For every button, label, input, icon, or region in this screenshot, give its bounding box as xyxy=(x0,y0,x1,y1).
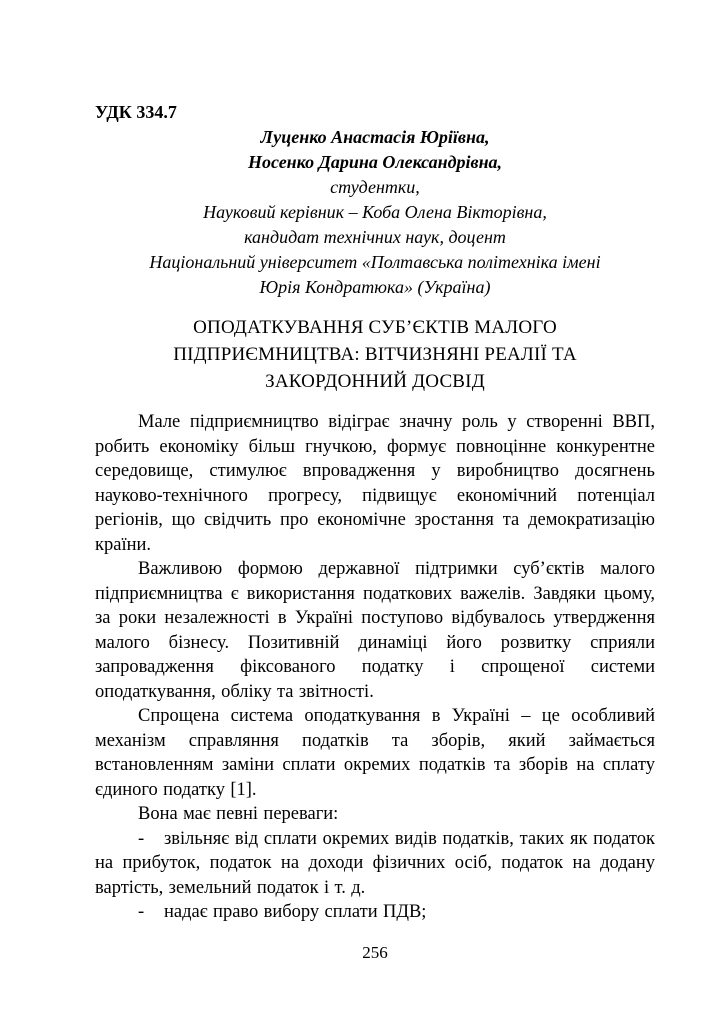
page-number: 256 xyxy=(362,943,388,962)
article-title-line-2: ПІДПРИЄМНИЦТВА: ВІТЧИЗНЯНІ РЕАЛІЇ ТА xyxy=(173,344,577,365)
paragraph-simplified-system: Спрощена система оподаткування в Україні – це особливий механізм справляння податків та зборів, який займається встановленням заміни сплати окремих податків та зборів на сплату єдиного податку [1]. xyxy=(95,706,655,800)
author-block xyxy=(95,125,655,300)
article-title-line-3: ЗАКОРДОННИЙ ДОСВІД xyxy=(265,371,485,392)
article-title xyxy=(95,314,655,395)
list-item-tax-exemption xyxy=(95,827,655,901)
author-line-1: Луценко Анастасія Юріївна, xyxy=(260,127,490,147)
dash-marker: - xyxy=(138,902,145,922)
article-title-line-1: ОПОДАТКУВАННЯ СУБ’ЄКТІВ МАЛОГО xyxy=(193,317,557,338)
list-item-text: звільняє від сплати окремих видів податків, таких як податок на прибуток, податок на доходи фізичних осіб, податок на додану вартість, земельний податок і т. д. xyxy=(95,828,655,898)
dash-marker: - xyxy=(138,828,145,849)
paragraph-intro: Мале підприємництво відіграє значну роль у створенні ВВП, робить економіку більш гнучкою, формує повноцінне конкурентне середовище, стимулює впровадження у виробництво досягнень науково-технічного прогресу, підвищує економічний потенціал регіонів, що свідчить про економічне зростання та демократизацію країни. xyxy=(95,412,655,555)
list-item-vat-choice xyxy=(95,900,655,925)
udc-code: УДК 334.7 xyxy=(95,102,177,122)
supervisor-degree-line: кандидат технічних наук, доцент xyxy=(244,227,506,247)
page-content xyxy=(95,100,655,925)
paragraph-advantages-lead: Вона має певні переваги: xyxy=(138,804,339,824)
supervisor-line: Науковий керівник – Коба Олена Вікторівна, xyxy=(203,202,547,222)
paragraph-state-support: Важливою формою державної підтримки суб’єктів малого підприємництва є використання податкових важелів. Завдяки цьому, за роки незалежності в Україні поступово відбувалось утвердження малого бізнесу. Позитивній динаміці його розвитку сприяли запровадження фіксованого податку і спрощеної системи оподаткування, обліку та звітності. xyxy=(95,559,655,702)
author-role-line: студентки, xyxy=(330,177,420,197)
list-item-text: надає право вибору сплати ПДВ; xyxy=(164,902,427,922)
university-line-1: Національний університет «Полтавська політехніка імені xyxy=(149,252,601,272)
author-line-2: Носенко Дарина Олександрівна, xyxy=(247,152,503,172)
university-line-2: Юрія Кондратюка» (Україна) xyxy=(259,277,491,297)
